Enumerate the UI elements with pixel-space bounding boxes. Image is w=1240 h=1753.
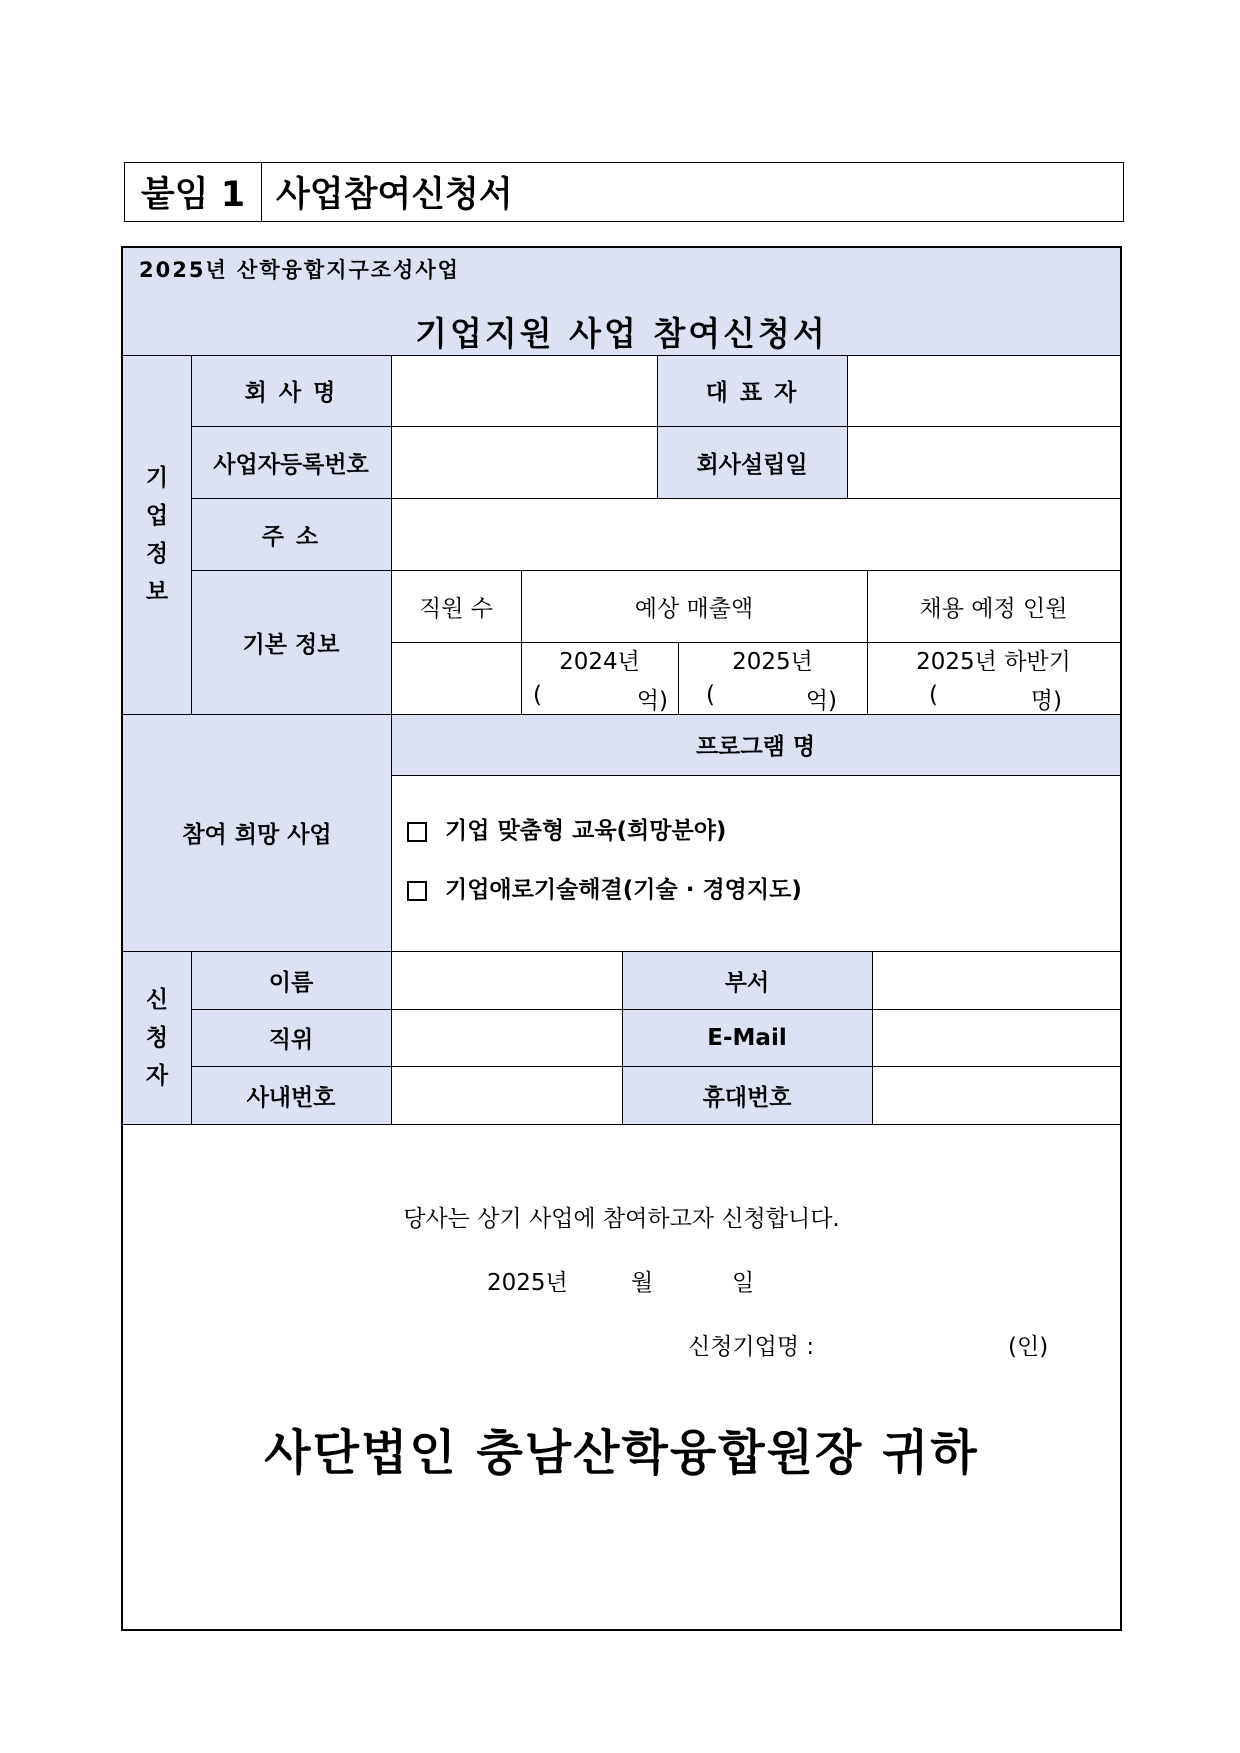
address-label: 주 소 xyxy=(191,498,391,570)
name-label: 이름 xyxy=(191,951,391,1009)
sales-2025-field[interactable]: 2025년 ( 억) xyxy=(678,642,867,714)
hiring-field[interactable]: 2025년 하반기 ( 명) xyxy=(867,642,1120,714)
divider xyxy=(191,426,1120,427)
date-year: 2025년 xyxy=(487,1270,568,1296)
address-field[interactable] xyxy=(391,498,1120,570)
applicant-company-label: 신청기업명 : xyxy=(688,1334,815,1360)
program-section-label: 참여 희망 사업 xyxy=(123,714,391,951)
dept-field[interactable] xyxy=(872,951,1120,1009)
dept-label: 부서 xyxy=(622,951,872,1009)
divider xyxy=(123,714,1120,715)
checkbox[interactable] xyxy=(407,822,427,842)
divider xyxy=(191,1009,1120,1010)
position-field[interactable] xyxy=(391,1009,622,1066)
program-option-training[interactable]: 기업 맞춤형 교육(희망분야) xyxy=(407,812,726,845)
checkbox[interactable] xyxy=(407,881,427,901)
program-header: 프로그램 명 xyxy=(391,714,1120,775)
ceo-label: 대 표 자 xyxy=(657,355,847,426)
employees-field[interactable] xyxy=(391,642,521,714)
company-info-section-label: 기 업 정 보 xyxy=(123,355,191,714)
email-field[interactable] xyxy=(872,1009,1120,1066)
attachment-header xyxy=(124,162,1124,222)
attachment-tag: 붙임 1 xyxy=(125,163,262,221)
divider xyxy=(622,951,623,1124)
divider xyxy=(191,498,1120,499)
program-options xyxy=(391,775,1120,951)
seal-mark: (인) xyxy=(1008,1334,1049,1360)
divider xyxy=(872,951,873,1124)
date-month: 월 xyxy=(631,1270,654,1296)
hiring-period: 2025년 하반기 xyxy=(916,649,1071,675)
mobile-label: 휴대번호 xyxy=(622,1066,872,1124)
divider xyxy=(123,1124,1120,1125)
divider xyxy=(191,355,192,714)
sales-label: 예상 매출액 xyxy=(634,595,754,622)
position-label: 직위 xyxy=(191,1009,391,1066)
ext-label: 사내번호 xyxy=(191,1066,391,1124)
addressee: 사단법인 충남산학융합원장 귀하 xyxy=(264,1425,979,1481)
divider xyxy=(391,355,392,1124)
divider xyxy=(123,355,1120,356)
sales-2024-field[interactable]: 2024년 ( 억) xyxy=(521,642,678,714)
mobile-field[interactable] xyxy=(872,1066,1120,1124)
founded-label: 회사설립일 xyxy=(657,426,847,498)
divider xyxy=(678,642,679,714)
sales-2025-year: 2025년 xyxy=(732,649,813,675)
divider xyxy=(847,355,848,498)
biz-reg-label: 사업자등록번호 xyxy=(191,426,391,498)
program-option-consulting[interactable]: 기업애로기술해결(기술 · 경영지도) xyxy=(407,871,802,904)
email-label: E-Mail xyxy=(622,1009,872,1066)
founded-field[interactable] xyxy=(847,426,1120,498)
divider xyxy=(391,775,1120,776)
declaration-text: 당사는 상기 사업에 참여하고자 신청합니다. xyxy=(403,1206,840,1232)
divider xyxy=(191,570,1120,571)
basic-info-label: 기본 정보 xyxy=(191,570,391,714)
date-day: 일 xyxy=(732,1270,755,1296)
divider xyxy=(391,642,1120,643)
form-title: 기업지원 사업 참여신청서 xyxy=(415,314,828,353)
company-name-field[interactable] xyxy=(391,355,657,426)
applicant-section-label: 신 청 자 xyxy=(123,951,191,1124)
divider xyxy=(657,355,658,498)
ceo-field[interactable] xyxy=(847,355,1120,426)
biz-reg-field[interactable] xyxy=(391,426,657,498)
ext-field[interactable] xyxy=(391,1066,622,1124)
name-field[interactable] xyxy=(391,951,622,1009)
title-band xyxy=(123,248,1120,355)
company-name-label: 회 사 명 xyxy=(191,355,391,426)
divider xyxy=(191,951,192,1124)
divider xyxy=(521,570,522,714)
divider xyxy=(867,570,868,714)
attachment-title: 사업참여신청서 xyxy=(276,175,513,215)
hiring-label: 채용 예정 인원 xyxy=(919,595,1068,622)
divider xyxy=(191,1066,1120,1067)
employees-label: 직원 수 xyxy=(419,595,493,622)
sales-2024-year: 2024년 xyxy=(559,649,640,675)
project-line: 2025년 산학융합지구조성사업 xyxy=(139,258,460,282)
application-form xyxy=(121,246,1122,1631)
